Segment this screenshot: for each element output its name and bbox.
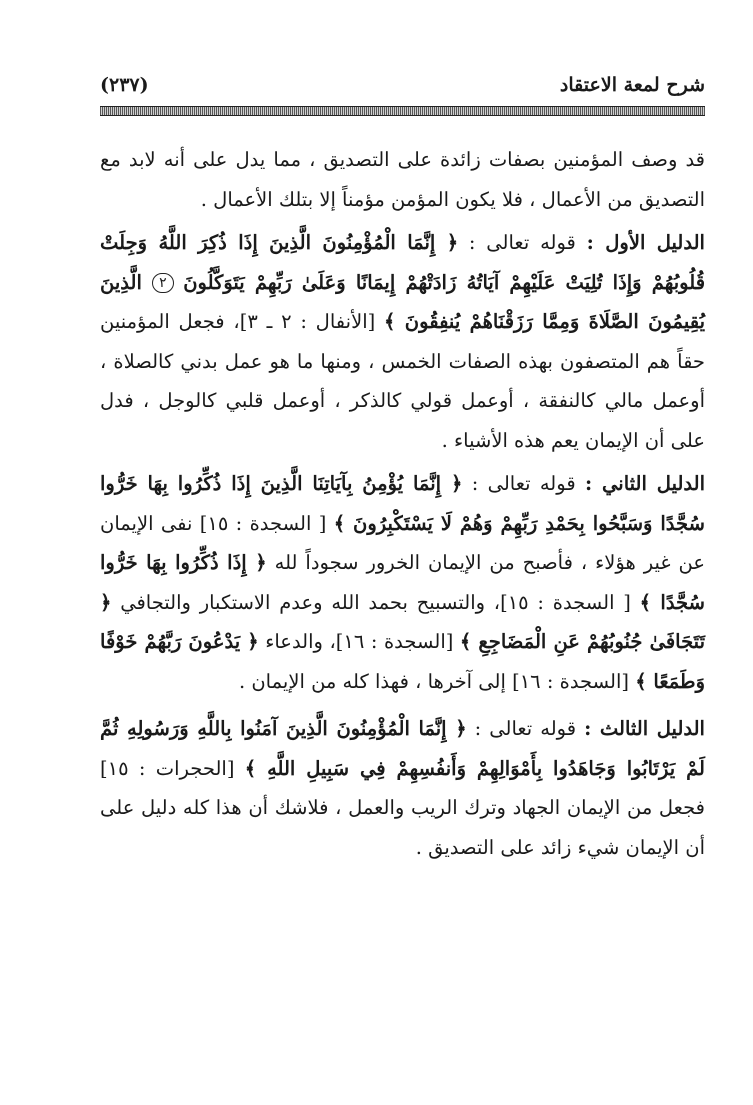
third-verse-reference: [الحجرات : ١٥] [100,756,245,780]
third-evidence-explanation: فجعل من الإيمان الجهاد وترك الريب والعمل ، فلاشك أن هذا كله دليل على أن الإيمان شيء زائد على التصديق . [100,796,705,859]
second-verse-reference: [ السجدة : ١٥] [199,511,334,535]
first-evidence-paragraph [100,223,705,460]
second-evidence-conclusion: إلى آخرها ، فهذا كله من الإيمان . [238,669,513,693]
second-evidence-text-a: نفى الإيمان عن غير هؤلاء ، فأصبح من الإيمان الخرور سجوداً لله [100,511,705,574]
first-verse-part1: ﴿ إِنَّمَا الْمُؤْمِنُونَ الَّذِينَ إِذَا ذُكِرَ اللَّهُ وَجِلَتْ قُلُوبُهُمْ وَإِذَا تُلِيَتْ عَلَيْهِمْ آيَاتُهُ زَادَتْهُمْ إِيمَانًا وَعَلَىٰ رَبِّهِمْ يَتَوَكَّلُونَ [100,231,706,294]
second-verse-main: ﴿ إِنَّمَا يُؤْمِنُ بِآيَاتِنَا الَّذِينَ إِذَا ذُكِّرُوا بِهَا خَرُّوا سُجَّدًا وَسَبَّحُوا بِحَمْدِ رَبِّهِمْ وَهُمْ لَا يَسْتَكْبِرُونَ ﴾ [100,472,705,535]
third-verse: ﴿ إِنَّمَا الْمُؤْمِنُونَ الَّذِينَ آمَنُوا بِاللَّهِ وَرَسُولِهِ ثُمَّ لَمْ يَرْتَابُوا وَجَاهَدُوا بِأَمْوَالِهِمْ وَأَنفُسِهِمْ فِي سَبِيلِ اللَّهِ ﴾ [100,717,705,780]
page-number: (٢٣٧) [100,74,149,96]
first-evidence-intro: قوله تعالى : [458,231,587,254]
page-header [100,70,705,100]
page-body [100,140,705,867]
second-reference-b: [السجدة : ١٦] [335,630,460,653]
intro-paragraph: قد وصف المؤمنين بصفات زائدة على التصديق ، مما يدل على أنه لابد مع التصديق من الأعمال ، فلا يكون المؤمن مؤمناً إلا بتلك الأعمال . [100,148,705,211]
second-evidence-text-c: ، والدعاء [258,630,336,653]
first-evidence-explanation: ، فجعل المؤمنين حقاً هم المتصفون بهذه الصفات الخمس ، ومنها ما هو عمل بدني كالصلاة ، أوعمل مالي كالنفقة ، أوعمل قولي كالذكر ، أوعمل قلبي كالوجل ، فدل على أن الإيمان يعم هذه الأشياء . [100,310,705,452]
second-verse-quote-a: ﴿ إِذَا ذُكِّرُوا بِهَا خَرُّوا سُجَّدًا ﴾ [100,551,705,614]
second-reference-a: [ السجدة : ١٥] [500,590,640,614]
third-evidence-intro: قوله تعالى : [466,717,585,740]
second-verse-quote-c: ﴿ يَدْعُونَ رَبَّهُمْ خَوْفًا وَطَمَعًا ﴾ [100,630,705,693]
verse-number-marker: ٢ [152,273,174,293]
first-verse-part2: الَّذِينَ يُقِيمُونَ الصَّلَاةَ وَمِمَّا رَزَقْنَاهُمْ يُنفِقُونَ ﴾ [100,270,705,333]
second-evidence-heading: الدليل الثاني : [584,472,705,495]
third-evidence-heading: الدليل الثالث : [584,717,705,740]
second-evidence-text-b: ، والتسبيح بحمد الله وعدم الاستكبار والتجافي [111,590,501,614]
second-verse-quote-b: ﴿ تَتَجَافَىٰ جُنُوبُهُمْ عَنِ الْمَضَاجِعِ ﴾ [100,590,705,653]
second-evidence-paragraph [100,464,705,701]
running-title: شرح لمعة الاعتقاد [559,74,705,96]
header-rule [100,106,705,116]
second-reference-c: [السجدة : ١٦] [512,669,636,693]
first-evidence-heading: الدليل الأول : [586,231,705,254]
first-verse-reference: [الأنفال : ٢ ـ ٣] [239,310,385,333]
second-evidence-intro: قوله تعالى : [462,472,585,495]
third-evidence-paragraph [100,709,705,867]
